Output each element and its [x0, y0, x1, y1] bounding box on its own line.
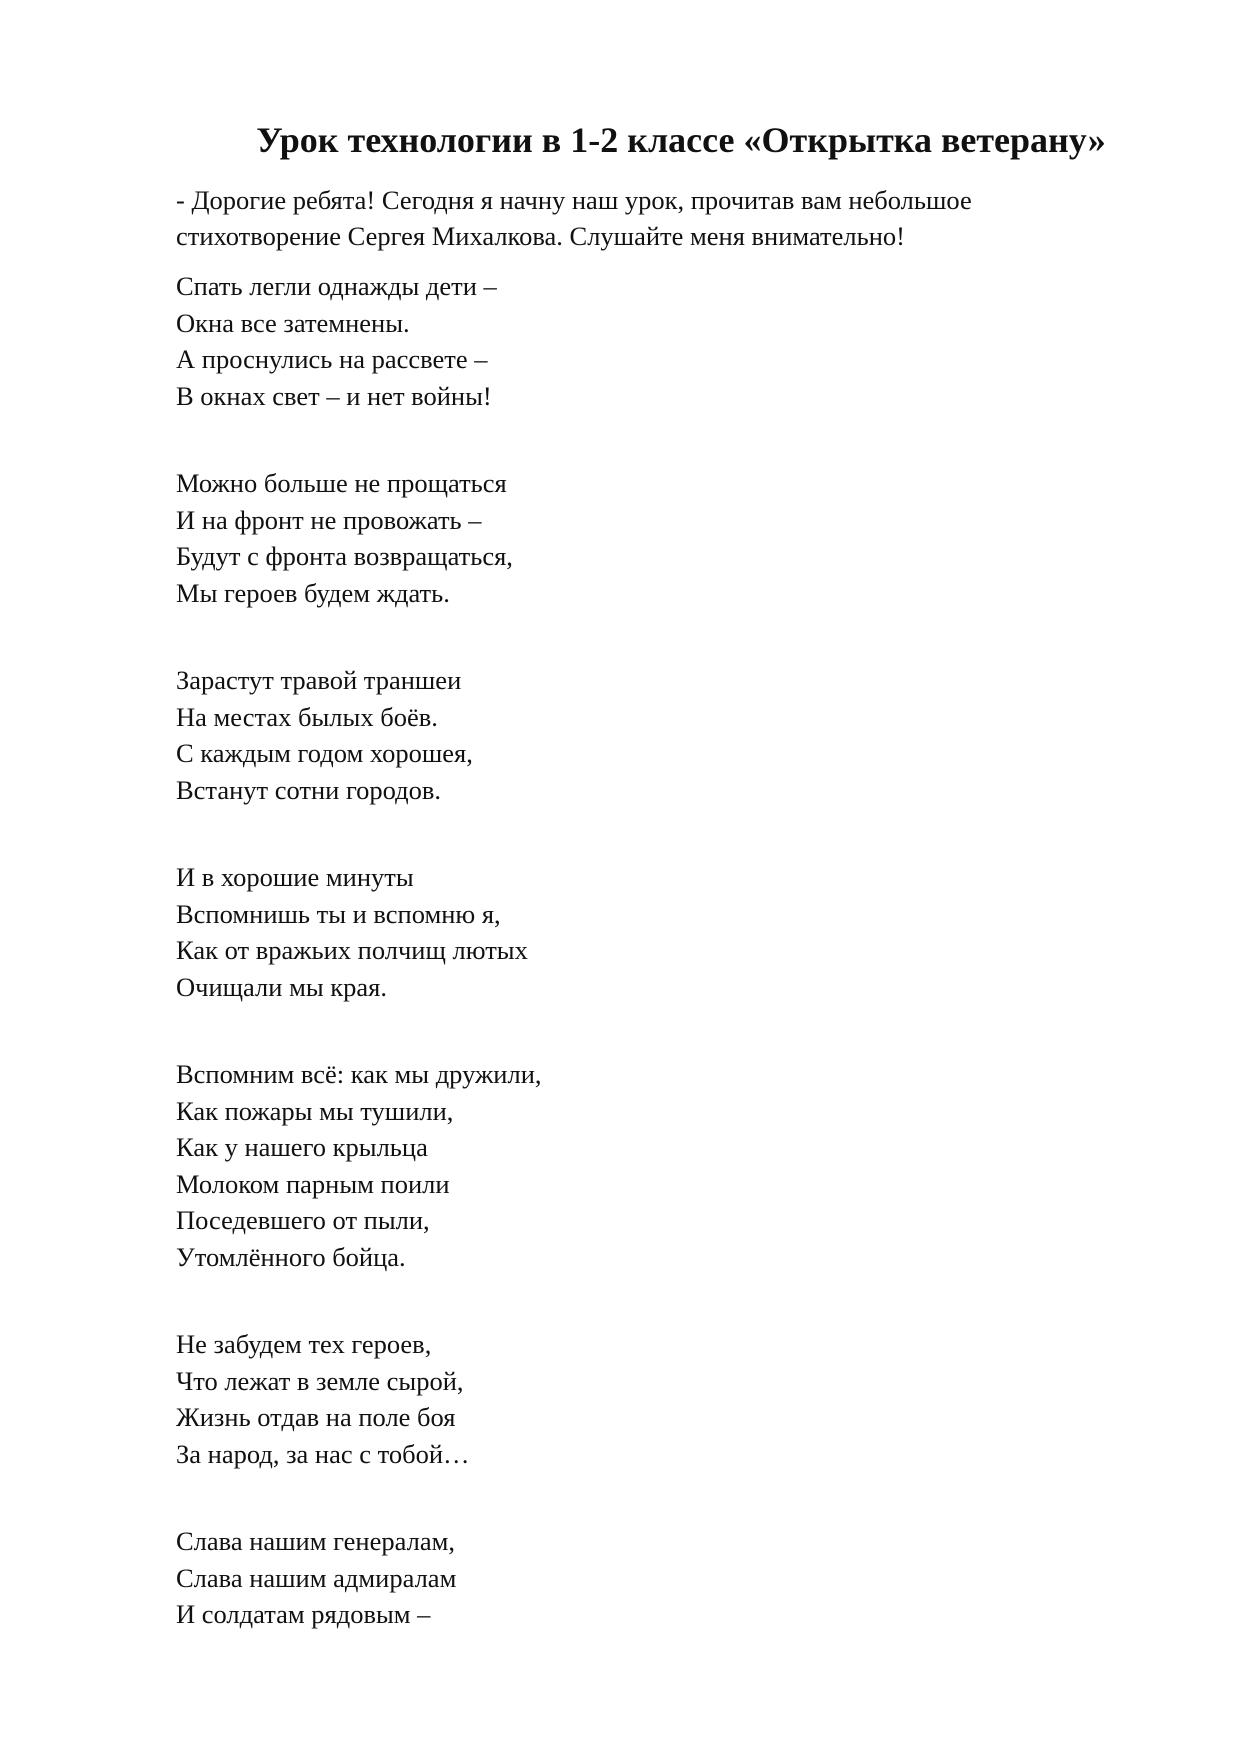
poem-line: Не забудем тех героев, [176, 1329, 432, 1359]
document-title: Урок технологии в 1-2 классе «Открытка ветерану» [256, 120, 1106, 160]
poem-line: Как у нашего крыльца [176, 1132, 428, 1162]
poem-line: Как от вражьих полчищ лютых [176, 935, 528, 965]
poem-line: В окнах свет – и нет войны! [176, 380, 492, 411]
stanza-1 [176, 268, 1076, 414]
stanza-4 [176, 859, 1076, 1005]
poem-line: За народ, за нас с тобой… [176, 1438, 470, 1469]
intro-paragraph [176, 182, 1116, 254]
poem-line: Слава нашим адмиралам [176, 1562, 457, 1593]
poem-line: Как пожары мы тушили, [176, 1095, 454, 1126]
intro-line: стихотворение Сергея Михалкова. Слушайте меня внимательно! [176, 221, 905, 251]
poem-line: Спать легли однажды дети – [176, 271, 497, 301]
poem-line: Поседевшего от пыли, [176, 1205, 430, 1235]
poem-line: Будут с фронта возвращаться, [176, 541, 513, 571]
poem-line: И солдатам рядовым – [176, 1599, 431, 1629]
poem-line: Что лежат в земле сырой, [176, 1365, 464, 1396]
poem-line: Очищали мы края. [176, 971, 387, 1002]
poem-line: Встанут сотни городов. [176, 774, 442, 805]
poem-line: Вспомним всё: как мы дружили, [176, 1059, 542, 1089]
poem-line: Окна все затемнены. [176, 307, 410, 338]
poem-line: Можно больше не прощаться [176, 468, 507, 498]
poem-line: А проснулись на рассвете – [176, 344, 488, 374]
poem-line: И в хорошие минуты [176, 862, 414, 892]
poem-line: Зарастут травой траншеи [176, 665, 462, 695]
poem-line: И на фронт не провожать – [176, 504, 482, 535]
stanza-6 [176, 1326, 1076, 1472]
poem-line: С каждым годом хорошея, [176, 738, 473, 768]
stanza-3 [176, 662, 1076, 808]
poem-line: Утомлённого бойца. [176, 1241, 406, 1272]
stanza-2 [176, 465, 1076, 611]
poem-line: На местах былых боёв. [176, 701, 438, 732]
stanza-5 [176, 1056, 1076, 1275]
poem-line: Вспомнишь ты и вспомню я, [176, 898, 501, 929]
poem-line: Мы героев будем ждать. [176, 577, 450, 608]
poem [176, 268, 1076, 1684]
stanza-7 [176, 1523, 1076, 1633]
intro-line: - Дорогие ребята! Сегодня я начну наш урок, прочитав вам небольшое [176, 185, 972, 215]
poem-line: Молоком парным поили [176, 1168, 450, 1199]
poem-line: Слава нашим генералам, [176, 1526, 455, 1556]
poem-line: Жизнь отдав на поле боя [176, 1402, 456, 1432]
